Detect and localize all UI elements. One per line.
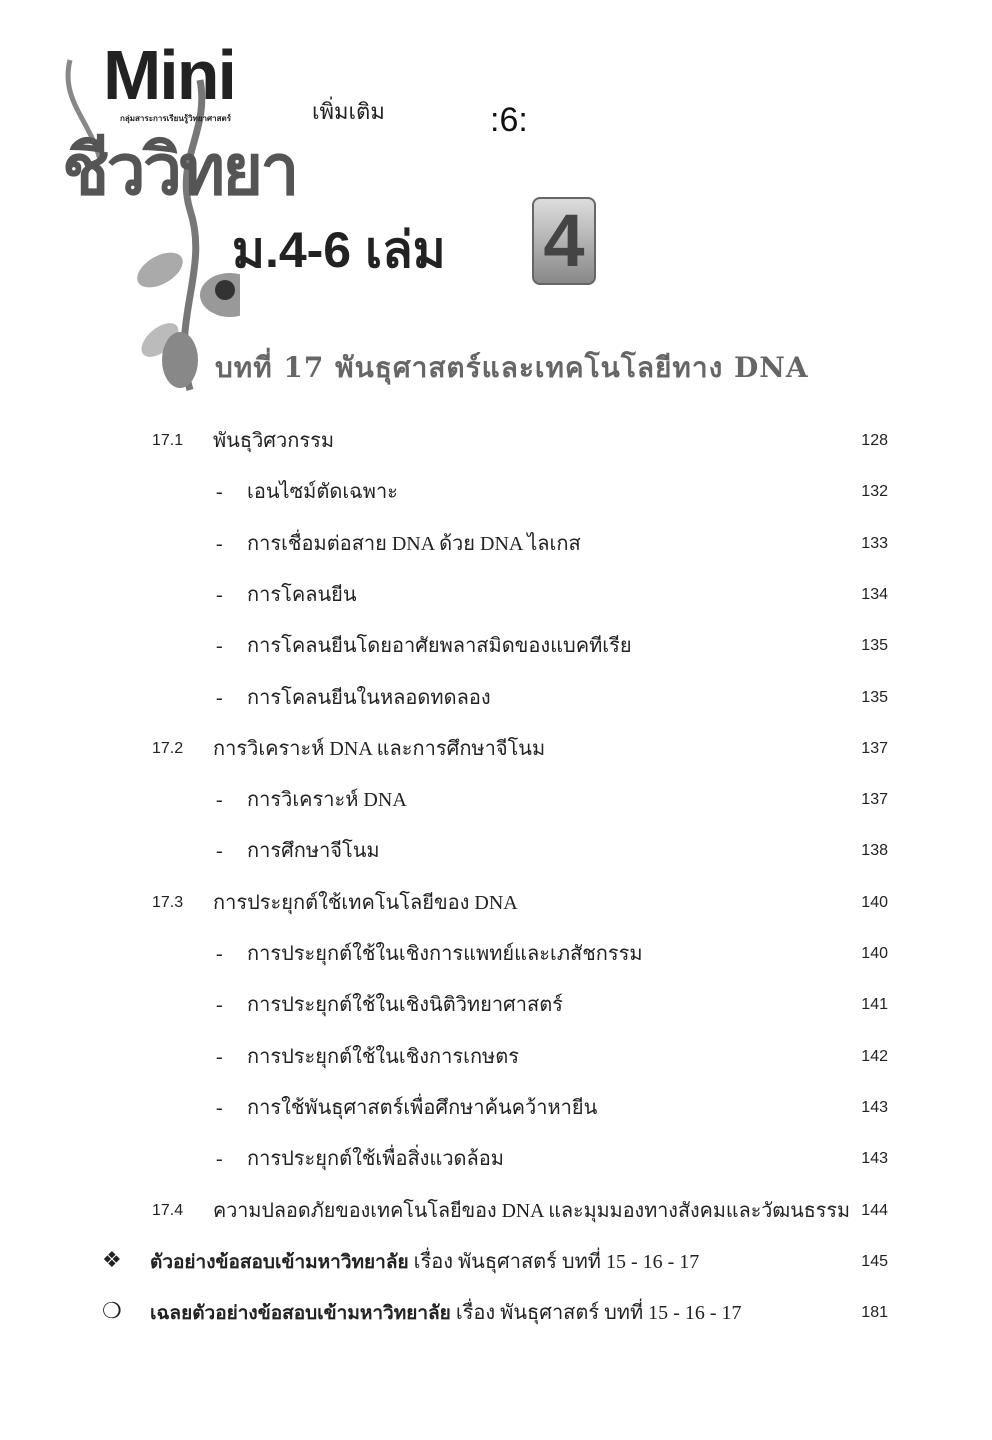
extra-detail: เรื่อง พันธุศาสตร์ บทที่ 15 - 16 - 17: [413, 1251, 700, 1273]
extra-detail: เรื่อง พันธุศาสตร์ บทที่ 15 - 16 - 17: [455, 1302, 742, 1325]
circle-bullet-icon: ❍: [102, 1298, 122, 1324]
page-ref: 145: [861, 1253, 888, 1270]
toc-row: [0, 734, 992, 766]
toc-section-text: การประยุกต์ใช้เทคโนโลยีของ DNA: [213, 891, 518, 914]
toc-row: [0, 836, 992, 868]
page-ref: 140: [861, 945, 888, 962]
page-ref: 144: [861, 1201, 888, 1219]
toc-row: [0, 888, 992, 920]
toc-section-text: พันธุวิศวกรรม: [213, 430, 334, 452]
toc-row: [0, 1093, 992, 1125]
logo-publisher: กลุ่มสาระการเรียนรู้วิทยาศาสตร์: [120, 114, 231, 123]
extra-bold-title: ตัวอย่างข้อสอบเข้ามหาวิทยาลัย: [150, 1252, 409, 1273]
logo-extra: เพิ่มเติม: [312, 99, 385, 124]
toc-subitem-text: เอนไซม์ตัดเฉพาะ: [247, 481, 398, 504]
page-ref: 135: [861, 637, 888, 655]
page-ref: 137: [861, 791, 888, 809]
toc-row: [0, 939, 992, 971]
toc-row: [0, 580, 992, 612]
extra-text: [150, 1247, 699, 1278]
page-ref: 143: [861, 1098, 888, 1116]
toc-subitem-text: การประยุกต์ใช้ในเชิงนิติวิทยาศาสตร์: [247, 994, 563, 1017]
toc-subitem-text: การศึกษาจีโนม: [247, 840, 380, 863]
dash-marker: -: [216, 943, 223, 965]
page-ref: 132: [861, 483, 888, 501]
toc-subitem-text: การใช้พันธุศาสตร์เพื่อศึกษาค้นคว้าหายีน: [247, 1096, 598, 1119]
page-ref: 181: [861, 1304, 888, 1322]
page-ref: 143: [861, 1150, 888, 1168]
page-ref: 135: [861, 688, 888, 706]
logo-mini-text: Mini: [103, 36, 235, 114]
toc-row: [0, 683, 992, 715]
page-ref: 142: [861, 1047, 888, 1065]
toc-row: [0, 1144, 992, 1176]
toc-subitem-text: การประยุกต์ใช้ในเชิงการเกษตร: [247, 1045, 519, 1068]
toc-subitem-text: การวิเคราะห์ DNA: [247, 789, 407, 812]
toc-subitem-text: การโคลนยีน: [247, 583, 357, 606]
toc-subitem-text: การโคลนยีนในหลอดทดลอง: [247, 686, 491, 709]
dash-marker: -: [216, 686, 223, 709]
toc-row: [0, 785, 992, 817]
section-number: 17.2: [152, 739, 184, 757]
toc-row: [0, 1042, 992, 1074]
toc-subitem-text: การโคลนยีนโดยอาศัยพลาสมิดของแบคทีเรีย: [247, 635, 632, 658]
toc-row: [0, 1196, 992, 1228]
logo-subject: ชีววิทยา: [62, 131, 297, 209]
dash-marker: -: [216, 635, 223, 658]
dash-marker: -: [216, 1045, 223, 1068]
page-ref: 133: [861, 534, 888, 552]
toc-row: [0, 990, 992, 1022]
extra-text: [150, 1298, 742, 1329]
page-number: :6:: [490, 101, 528, 139]
toc-subitem-text: การเชื่อมต่อสาย DNA ด้วย DNA ไลเกส: [247, 532, 581, 555]
volume-badge: 4: [532, 197, 596, 285]
diamond-bullet-icon: ❖: [102, 1247, 122, 1272]
section-number: 17.4: [152, 1201, 184, 1219]
dash-marker: -: [216, 1148, 223, 1171]
logo-grade: ม.4-6 เล่ม: [232, 222, 446, 278]
dash-marker: -: [216, 994, 223, 1017]
page-ref: 134: [861, 585, 888, 603]
toc-row: [0, 631, 992, 663]
toc-subitem-text: การประยุกต์ใช้เพื่อสิ่งแวดล้อม: [247, 1148, 504, 1171]
section-number: 17.3: [152, 893, 184, 911]
dash-marker: -: [216, 840, 223, 863]
extra-bold-title: เฉลยตัวอย่างข้อสอบเข้ามหาวิทยาลัย: [150, 1303, 451, 1325]
dash-marker: -: [216, 1096, 223, 1119]
dash-marker: -: [216, 789, 223, 812]
dash-marker: -: [216, 481, 223, 504]
extra-row: [0, 1298, 992, 1330]
page-ref: 141: [861, 996, 888, 1014]
toc-row: [0, 477, 992, 509]
page-ref: 137: [861, 739, 888, 757]
logo-mini: [103, 36, 235, 114]
toc-subitem-text: การประยุกต์ใช้ในเชิงการแพทย์และเภสัชกรรม: [247, 943, 643, 965]
extra-row: [0, 1247, 992, 1279]
page-ref: 138: [861, 842, 888, 860]
page-ref: 140: [861, 893, 888, 911]
dash-marker: -: [216, 583, 223, 606]
toc-section-text: ความปลอดภัยของเทคโนโลยีของ DNA และมุมมองทางสังคมและวัฒนธรรม: [213, 1199, 851, 1222]
dash-marker: -: [216, 532, 223, 555]
chapter-title: บทที่ 17 พันธุศาสตร์และเทคโนโลยีทาง DNA: [215, 351, 809, 384]
page-ref: 128: [861, 432, 888, 449]
toc-row: [0, 529, 992, 561]
toc-section-text: การวิเคราะห์ DNA และการศึกษาจีโนม: [213, 737, 546, 760]
toc-row: [0, 426, 992, 458]
section-number: 17.1: [152, 432, 184, 449]
